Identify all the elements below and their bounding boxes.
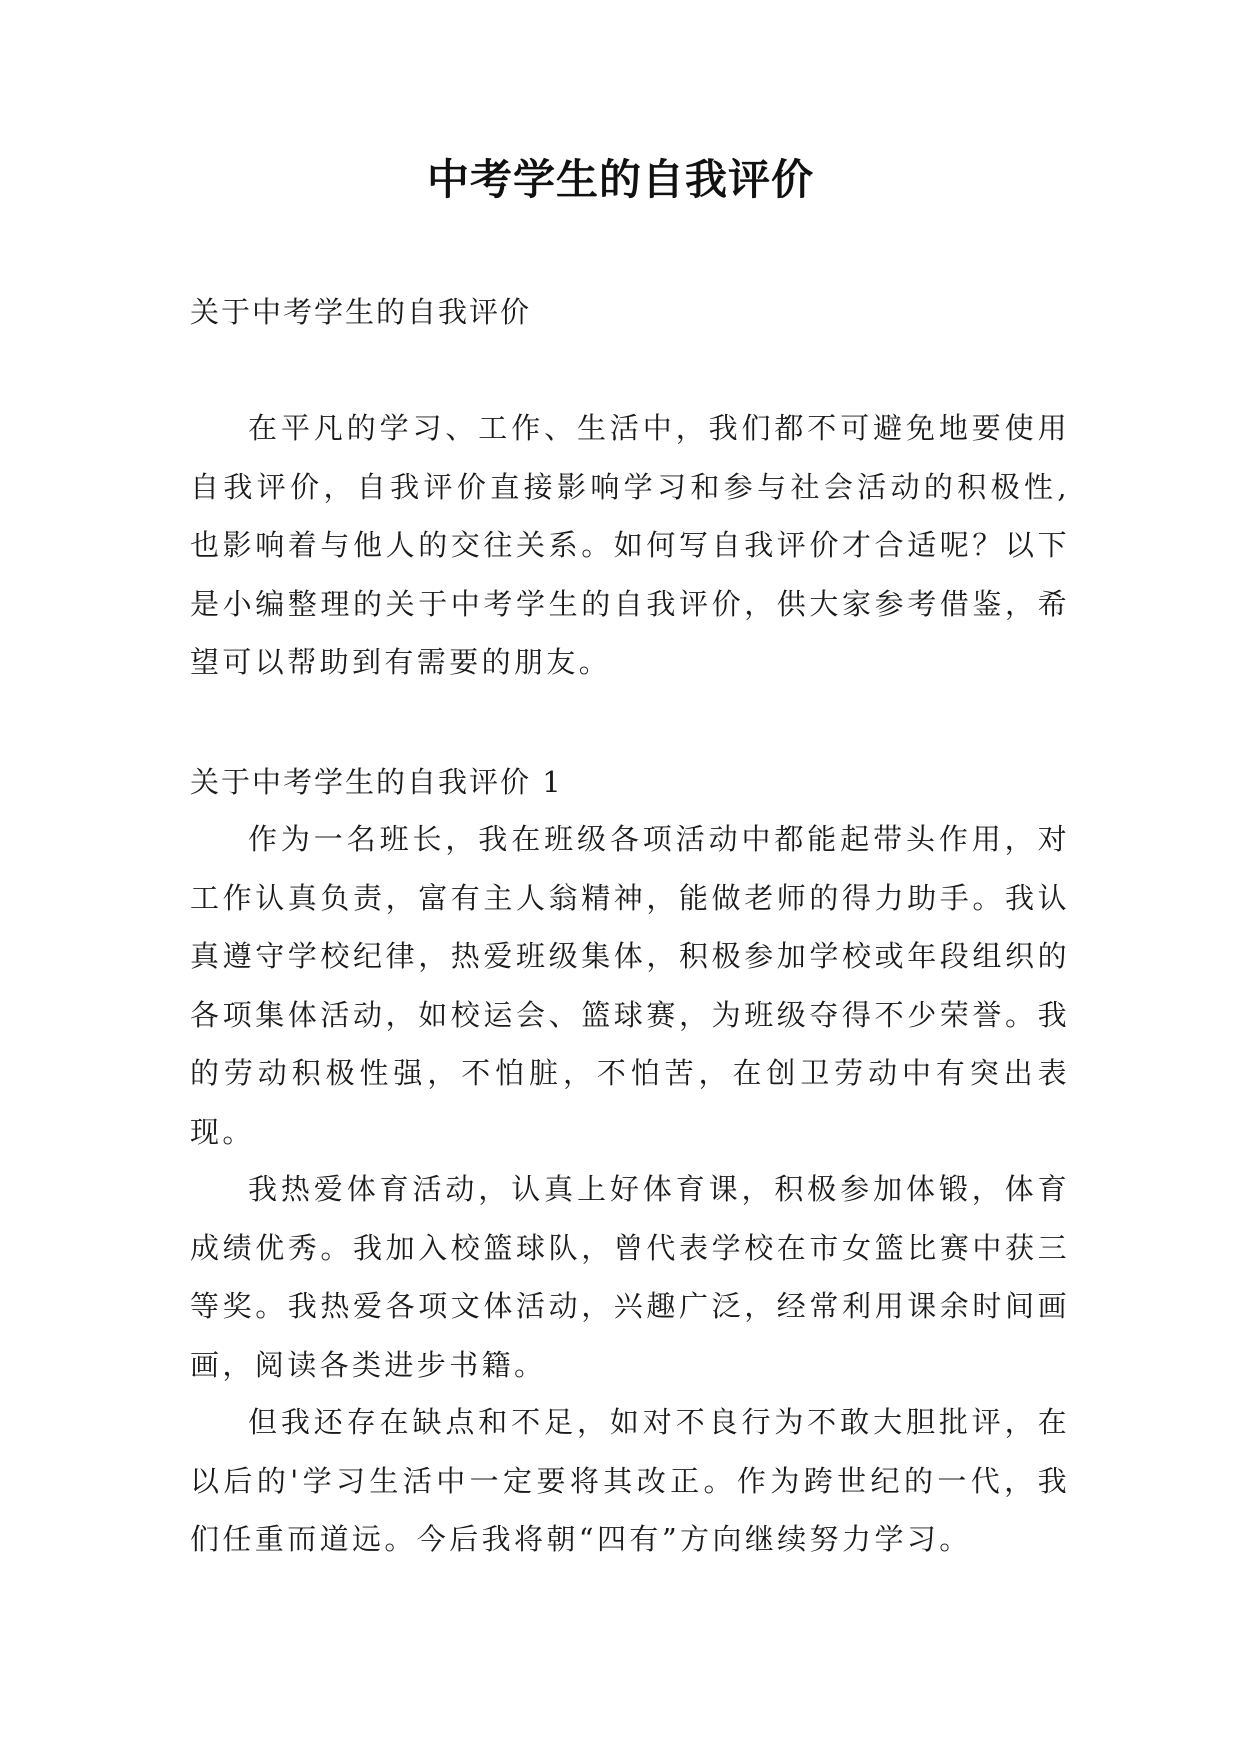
section-heading: 关于中考学生的自我评价 1 <box>190 765 563 799</box>
intro-paragraph: 在平凡的学习、工作、生活中，我们都不可避免地要使用自我评价，自我评价直接影响学习和参与社会活动的积极性,也影响着与他人的交往关系。如何写自我评价才合适呢？以下是小编整理的关于中考学生的自我评价，供大家参考借鉴，希望可以帮助到有需要的朋友。 <box>190 411 1070 679</box>
body-paragraph-3: 但我还存在缺点和不足，如对不良行为不敢大胆批评，在以后的'学习生活中一定要将其改正。作为跨世纪的一代，我们任重而道远。今后我将朝“四有”方向继续努力学习。 <box>190 1405 1070 1556</box>
body-paragraph-2: 我热爱体育活动，认真上好体育课，积极参加体锻，体育成绩优秀。我加入校篮球队，曾代表学校在市女篮比赛中获三等奖。我热爱各项文体活动，兴趣广泛，经常利用课余时间画画，阅读各类进步书籍。 <box>190 1172 1070 1382</box>
body-paragraph-1: 作为一名班长，我在班级各项活动中都能起带头作用，对工作认真负责，富有主人翁精神，能做老师的得力助手。我认真遵守学校纪律，热爱班级集体，积极参加学校或年段组织的各项集体活动，如校运会、篮球赛，为班级夺得不少荣誉。我的劳动积极性强，不怕脏，不怕苦，在创卫劳动中有突出表现。 <box>190 822 1070 1149</box>
document-title: 中考学生的自我评价 <box>426 155 814 204</box>
document-subtitle: 关于中考学生的自我评价 <box>190 295 532 329</box>
